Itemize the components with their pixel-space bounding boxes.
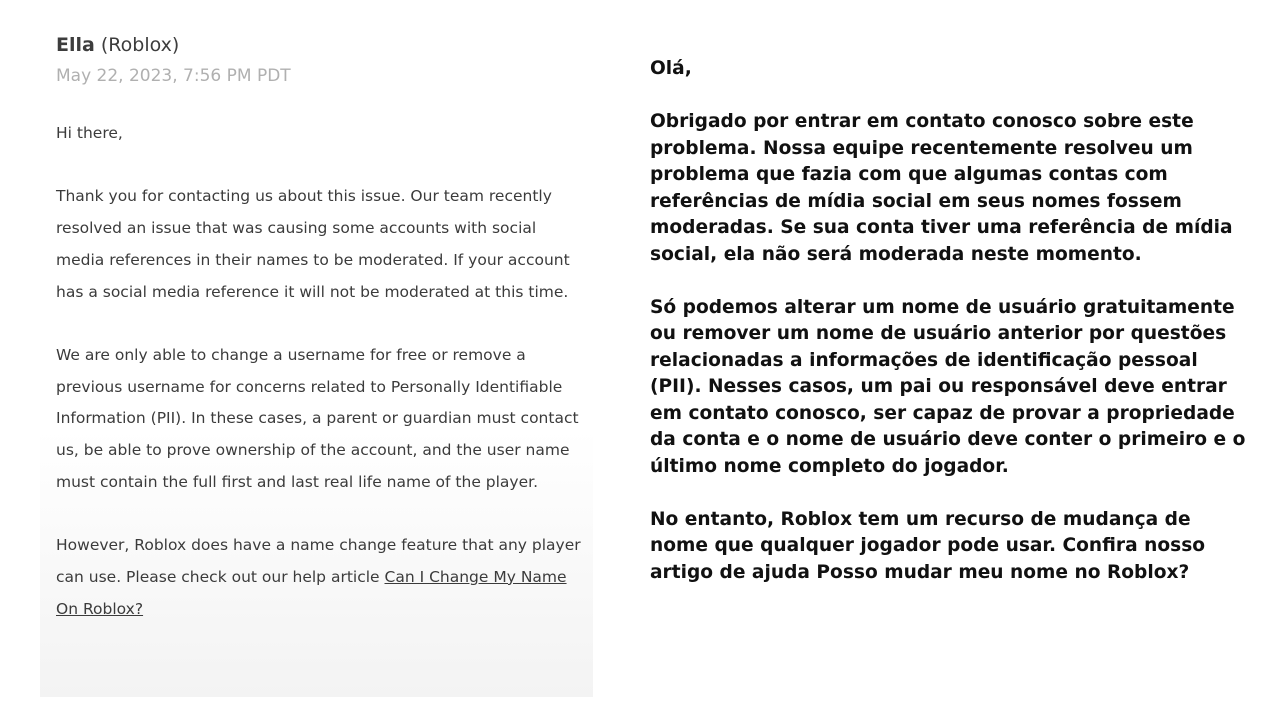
sender-name: Ella <box>56 34 95 56</box>
translation-greeting: Olá, <box>650 58 692 79</box>
email-paragraph-3 <box>56 530 586 625</box>
translation-paragraph-3: No entanto, Roblox tem um recurso de mudança de nome que qualquer jogador pode usar. Confira nosso artigo de ajuda Posso mudar meu nome no Roblox? <box>650 508 1206 583</box>
email-greeting: Hi there, <box>56 124 123 142</box>
help-article-link[interactable]: Can I Change My Name On Roblox? <box>56 567 567 618</box>
email-body <box>56 118 586 625</box>
sender-org: (Roblox) <box>100 34 180 56</box>
email-paragraph-2: We are only able to change a username for free or remove a previous username for concerns related to Personally Identifiable Information (PII). In these cases, a parent or guardian must contact us, be able to prove ownership of the account, and the user name must contain the full first and last real life name of the player. <box>56 345 579 491</box>
email-sender <box>56 34 179 56</box>
email-date: May 22, 2023, 7:56 PM PDT <box>56 66 291 86</box>
portuguese-translation <box>650 56 1250 586</box>
email-paragraph-3-text: However, Roblox does have a name change feature that any player can use. Please check out our help article <box>56 536 581 586</box>
translation-paragraph-2: Só podemos alterar um nome de usuário gratuitamente ou remover um nome de usuário anterior por questões relacionadas a informações de identificação pessoal (PII). Nesses casos, um pai ou responsável deve entrar em contato conosco, ser capaz de provar a propriedade da conta e o nome de usuário deve conter o primeiro e o último nome completo do jogador. <box>650 296 1246 477</box>
translation-paragraph-1: Obrigado por entrar em contato conosco sobre este problema. Nossa equipe recentemente resolveu um problema que fazia com que algumas contas com referências de mídia social em seus nomes fossem moderadas. Se sua conta tiver uma referência de mídia social, ela não será moderada neste momento. <box>650 111 1233 265</box>
email-screenshot <box>40 28 593 697</box>
email-paragraph-1: Thank you for contacting us about this issue. Our team recently resolved an issue that was causing some accounts with social media references in their names to be moderated. If your account has a social media reference it will not be moderated at this time. <box>56 187 570 301</box>
